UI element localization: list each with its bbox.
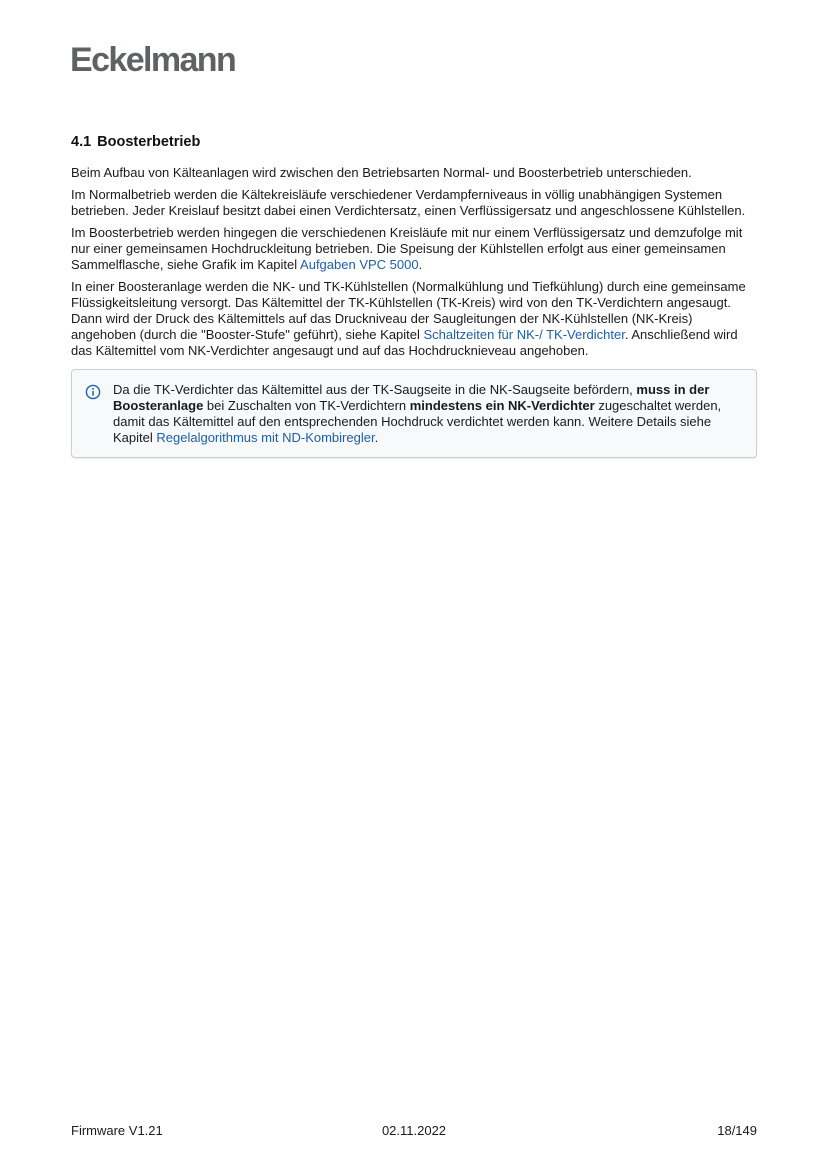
footer-date: 02.11.2022 <box>381 1123 447 1138</box>
info-circle-icon <box>85 384 101 400</box>
note-emphasis: muss in der Boosteranlage <box>113 382 710 413</box>
note-emphasis: mindestens ein NK-Verdichter <box>409 398 595 413</box>
paragraph-boosteranlage <box>71 279 757 359</box>
footer-firmware-version: Firmware V1.21 <box>71 1123 163 1138</box>
page-footer <box>71 1123 757 1141</box>
main-content <box>71 132 757 458</box>
section-heading <box>71 132 757 152</box>
note-text: zugeschaltet werden, damit das Kältemittel auf den entsprechenden Hochdruck verdichtet werden kann. Weitere Details siehe Kapitel <box>113 398 722 445</box>
paragraph-text: In einer Boosteranlage werden die NK- und TK-Kühlstellen (Normalkühlung und Tiefkühlung) durch eine gemeinsame Flüssigkeitsleitung versorgt. Das Kältemittel der TK-Kühlstellen (TK-Kreis) wird von den TK-Verdichtern angesaugt. Dann wird der Druck des Kältemittels auf das Druckniveau der Saugleitungen der NK-Kühlstellen (NK-Kreis) angehoben (durch die "Booster-Stufe" geführt), siehe Kapitel <box>71 279 746 342</box>
eckelmann-logo: Eckelmann <box>70 41 236 79</box>
paragraph-normalbetrieb: Im Normalbetrieb werden die Kältekreisläufe verschiedener Verdampferniveaus in völlig unabhängigen Systemen betrieben. Jeder Kreislauf besitzt dabei einen Verdichtersatz, einen Verflüssigersatz und angeschlossene Kühlstellen. <box>71 187 746 218</box>
info-note-text <box>113 382 736 446</box>
footer-page-number: 18/149 <box>717 1123 757 1138</box>
note-text: bei Zuschalten von TK-Verdichtern <box>203 398 410 413</box>
paragraph-text: . <box>418 257 423 272</box>
section-number: 4.1 <box>71 134 92 150</box>
note-text: Da die TK-Verdichter das Kältemittel aus der TK-Saugseite in die NK-Saugseite befördern, <box>113 382 637 397</box>
paragraph-boosterbetrieb <box>71 225 757 273</box>
info-note-box <box>71 369 757 458</box>
note-text: . <box>374 430 379 445</box>
link-aufgaben-vpc-5000[interactable]: Aufgaben VPC 5000 <box>300 257 419 272</box>
paragraph-intro: Beim Aufbau von Kälteanlagen wird zwischen den Betriebsarten Normal- und Boosterbetrieb unterschieden. <box>71 165 692 180</box>
section-title: Boosterbetrieb <box>97 134 201 150</box>
paragraph-text: Im Boosterbetrieb werden hingegen die verschiedenen Kreisläufe mit nur einem Verflüssigersatz und demzufolge mit nur einer gemeinsamen Hochdruckleitung betrieben. Die Speisung der Kühlstellen erfolgt aus einer gemeinsamen Sammelflasche, siehe Grafik im Kapitel <box>71 225 743 272</box>
link-schaltzeiten[interactable]: Schaltzeiten für NK-/ TK-Verdichter <box>423 327 625 342</box>
link-regelalgorithmus[interactable]: Regelalgorithmus mit ND-Kombiregler <box>156 430 375 445</box>
paragraph-text: . Anschließend wird das Kältemittel vom NK-Verdichter angesaugt und auf das Hochdrucknieveau angehoben. <box>71 327 738 358</box>
